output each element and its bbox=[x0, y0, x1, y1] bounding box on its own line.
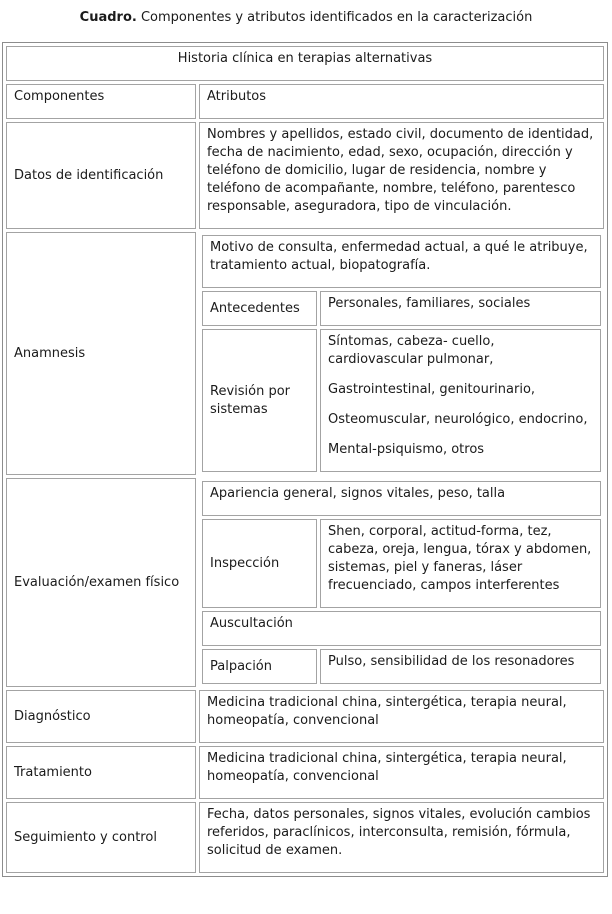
attributes-cell: Fecha, datos personales, signos vitales, evolución cambios referidos, paraclínicos, interconsulta, remisión, fórmula, solicitud de examen. bbox=[199, 802, 604, 873]
inspeccion-value-cell: Shen, corporal, actitud-forma, tez, cabeza, oreja, lengua, tórax y abdomen, sistemas, piel y faneras, láser frecuenciado, campos interferentes bbox=[320, 519, 601, 608]
row-tratamiento bbox=[6, 746, 604, 799]
antecedentes-row bbox=[202, 291, 601, 326]
anamnesis-subtable bbox=[199, 232, 604, 475]
component-label-cell: Diagnóstico bbox=[6, 690, 196, 743]
attributes-cell: Nombres y apellidos, estado civil, documento de identidad, fecha de nacimiento, edad, sexo, ocupación, dirección y teléfono de domicilio, lugar de residencia, nombre y teléfono de acompañante, nombre, teléfono, parentesco responsable, aseguradora, tipo de vinculación. bbox=[199, 122, 604, 229]
palpacion-label-cell: Palpación bbox=[202, 649, 317, 684]
antecedentes-label-cell: Antecedentes bbox=[202, 291, 317, 326]
clinical-history-table bbox=[2, 42, 608, 877]
row-seguimiento-control bbox=[6, 802, 604, 873]
auscultacion-row bbox=[202, 611, 601, 646]
evaluacion-subtable bbox=[199, 478, 604, 687]
table-caption bbox=[10, 9, 602, 27]
inspeccion-row bbox=[202, 519, 601, 608]
component-label-cell: Evaluación/examen físico bbox=[6, 478, 196, 687]
component-label-cell: Tratamiento bbox=[6, 746, 196, 799]
column-header-row bbox=[6, 84, 604, 119]
palpacion-row bbox=[202, 649, 601, 684]
component-label-cell: Anamnesis bbox=[6, 232, 196, 475]
attributes-cell: Medicina tradicional china, sintergética, terapia neural, homeopatía, convencional bbox=[199, 690, 604, 743]
revision-sistemas-value-cell bbox=[320, 329, 601, 472]
revision-paragraph: Gastrointestinal, genitourinario, bbox=[328, 382, 536, 397]
row-datos-identificacion bbox=[6, 122, 604, 229]
revision-sistemas-row bbox=[202, 329, 601, 472]
row-diagnostico bbox=[6, 690, 604, 743]
attributes-cell: Medicina tradicional china, sintergética, terapia neural, homeopatía, convencional bbox=[199, 746, 604, 799]
row-evaluacion-examen-fisico bbox=[6, 478, 604, 687]
revision-sistemas-label-cell: Revisión por sistemas bbox=[202, 329, 317, 472]
row-anamnesis bbox=[6, 232, 604, 475]
evaluacion-attributes-area bbox=[199, 478, 604, 687]
anamnesis-attributes-area bbox=[199, 232, 604, 475]
apariencia-cell: Apariencia general, signos vitales, peso, talla bbox=[202, 481, 601, 516]
revision-paragraph: Síntomas, cabeza- cuello, cardiovascular pulmonar, bbox=[328, 334, 495, 367]
column-header-componentes: Componentes bbox=[6, 84, 196, 119]
anamnesis-intro-row bbox=[202, 235, 601, 288]
anamnesis-intro-cell: Motivo de consulta, enfermedad actual, a qué le atribuye, tratamiento actual, biopatografía. bbox=[202, 235, 601, 288]
revision-paragraph: Osteomuscular, neurológico, endocrino, bbox=[328, 412, 588, 427]
component-label-cell: Datos de identificación bbox=[6, 122, 196, 229]
column-header-atributos: Atributos bbox=[199, 84, 604, 119]
apariencia-row bbox=[202, 481, 601, 516]
revision-paragraph: Mental-psiquismo, otros bbox=[328, 442, 485, 457]
auscultacion-cell: Auscultación bbox=[202, 611, 601, 646]
caption-label: Cuadro. bbox=[79, 10, 137, 25]
table-title: Historia clínica en terapias alternativas bbox=[6, 46, 604, 81]
component-label-cell: Seguimiento y control bbox=[6, 802, 196, 873]
inspeccion-label-cell: Inspección bbox=[202, 519, 317, 608]
palpacion-value-cell: Pulso, sensibilidad de los resonadores bbox=[320, 649, 601, 684]
caption-text: Componentes y atributos identificados en la caracterización bbox=[140, 10, 533, 25]
table-title-row bbox=[6, 46, 604, 81]
antecedentes-value-cell: Personales, familiares, sociales bbox=[320, 291, 601, 326]
